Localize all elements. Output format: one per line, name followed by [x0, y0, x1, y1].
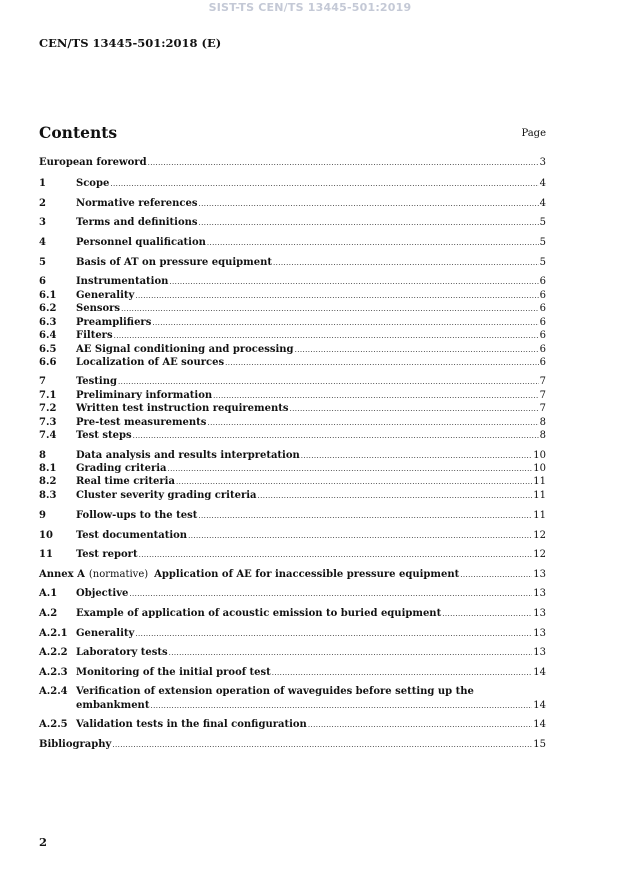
toc-entry-annex[interactable] [39, 568, 546, 581]
toc-page: 11 [533, 476, 546, 487]
toc-number: A.2.2 [39, 647, 68, 658]
toc-number: A.1 [39, 588, 58, 599]
toc-entry[interactable] [39, 529, 546, 542]
toc-number: 6.3 [39, 317, 57, 328]
toc-number: A.2.4 [39, 686, 68, 697]
toc-title: Test documentation [76, 530, 188, 541]
toc-entry[interactable] [39, 375, 546, 388]
toc-entry[interactable] [39, 289, 546, 302]
toc-title: Data analysis and results interpretation [76, 450, 300, 461]
toc-entry[interactable] [39, 449, 546, 462]
toc-number: 6 [39, 276, 46, 287]
toc-entry[interactable] [39, 718, 546, 731]
toc-title: Terms and definitions [76, 217, 198, 228]
toc-page: 13 [533, 628, 546, 639]
page-column-label: Page [521, 128, 546, 139]
toc-page: 14 [533, 700, 546, 711]
toc-number: 6.1 [39, 290, 57, 301]
toc-entry[interactable] [39, 356, 546, 369]
toc-title: Objective [76, 588, 129, 599]
toc-number: 8.2 [39, 476, 57, 487]
contents-title: Contents [39, 123, 118, 142]
toc-title: Bibliography [39, 739, 112, 750]
toc-number: 8 [39, 450, 46, 461]
toc-entry[interactable] [39, 548, 546, 561]
toc-entry[interactable] [39, 429, 546, 442]
toc-title: Real time criteria [76, 476, 175, 487]
toc-entry[interactable] [39, 627, 546, 640]
toc-entry[interactable] [39, 216, 546, 229]
toc-title: Normative references [76, 198, 198, 209]
toc-page: 15 [533, 739, 546, 750]
toc-page: 13 [533, 647, 546, 658]
toc-page: 10 [533, 463, 546, 474]
toc-entry[interactable] [39, 236, 546, 249]
toc-page: 6 [539, 290, 546, 301]
toc-page: 3 [539, 157, 546, 168]
toc-entry[interactable] [39, 275, 546, 288]
toc-annex-type: (normative) [88, 569, 149, 580]
toc-number: 10 [39, 530, 53, 541]
toc-annex-label: Annex A [39, 569, 85, 580]
toc-number: 6.4 [39, 330, 57, 341]
toc-number: 9 [39, 510, 46, 521]
toc-title: Follow-ups to the test [76, 510, 198, 521]
toc-page: 7 [539, 390, 546, 401]
toc-entry[interactable] [39, 389, 546, 402]
toc-entry[interactable] [39, 402, 546, 415]
toc-page: 12 [533, 549, 546, 560]
toc-number: 7.1 [39, 390, 57, 401]
toc-entry-multiline[interactable] [39, 685, 546, 698]
toc-number: A.2.3 [39, 667, 68, 678]
toc-title: Generality [76, 628, 135, 639]
toc-title: Instrumentation [76, 276, 169, 287]
toc-number: 8.3 [39, 490, 57, 501]
toc-title-continuation: embankment [76, 700, 150, 711]
toc-title: Testing [76, 376, 117, 387]
toc-page: 6 [539, 276, 546, 287]
toc-title: Preliminary information [76, 390, 213, 401]
toc-page: 7 [539, 403, 546, 414]
toc-title: Cluster severity grading criteria [76, 490, 257, 501]
toc-page: 12 [533, 530, 546, 541]
toc-number: 3 [39, 217, 46, 228]
toc-entry[interactable] [39, 646, 546, 659]
toc-title: Preamplifiers [76, 317, 152, 328]
toc-page: 8 [539, 430, 546, 441]
toc-page: 8 [539, 417, 546, 428]
toc-title: Generality [76, 290, 135, 301]
toc-title: Localization of AE sources [76, 357, 225, 368]
toc-entry-bibliography[interactable] [39, 738, 546, 751]
toc-title: Application of AE for inaccessible pressure equipment [154, 569, 460, 580]
toc-entry[interactable] [39, 316, 546, 329]
toc-page: 6 [539, 317, 546, 328]
toc-title: Laboratory tests [76, 647, 168, 658]
toc-title: Filters [76, 330, 113, 341]
toc-page: 6 [539, 330, 546, 341]
toc-title: Validation tests in the final configuration [76, 719, 307, 730]
toc-entry[interactable] [39, 666, 546, 679]
watermark: SIST-TS CEN/TS 13445-501:2019 [208, 1, 412, 14]
toc-page: 10 [533, 450, 546, 461]
toc-entry[interactable] [39, 197, 546, 210]
toc-number: 7.4 [39, 430, 57, 441]
toc-title: Pre-test measurements [76, 417, 207, 428]
document-header: CEN/TS 13445-501:2018 (E) [39, 36, 222, 50]
toc-title: Example of application of acoustic emission to buried equipment [76, 608, 442, 619]
toc-entry[interactable] [39, 416, 546, 429]
toc-page: 13 [533, 588, 546, 599]
toc-entry[interactable] [39, 462, 546, 475]
toc-number: A.2.1 [39, 628, 68, 639]
toc-page: 7 [539, 376, 546, 387]
toc-entry[interactable] [39, 177, 546, 190]
toc-number: 8.1 [39, 463, 57, 474]
toc-title: Scope [76, 178, 110, 189]
toc-title: Basis of AT on pressure equipment [76, 257, 272, 268]
toc-entry[interactable] [39, 343, 546, 356]
toc-page: 6 [539, 303, 546, 314]
toc-page: 6 [539, 357, 546, 368]
toc-entry[interactable] [39, 587, 546, 600]
toc-entry[interactable] [39, 607, 546, 620]
toc-title: European foreword [39, 157, 147, 168]
toc-page: 5 [539, 217, 546, 228]
toc-title: AE Signal conditioning and processing [76, 344, 294, 355]
toc-page: 5 [539, 237, 546, 248]
toc-number: 7.2 [39, 403, 57, 414]
toc-number: 4 [39, 237, 46, 248]
toc-page: 13 [533, 569, 546, 580]
toc-title: Written test instruction requirements [76, 403, 289, 414]
toc-number: A.2 [39, 608, 58, 619]
toc-entry-foreword[interactable] [39, 156, 546, 169]
footer-page-number: 2 [39, 835, 48, 849]
toc-page: 14 [533, 667, 546, 678]
toc-title: Sensors [76, 303, 121, 314]
toc-entry[interactable] [39, 475, 546, 488]
toc-number: 5 [39, 257, 46, 268]
toc-entry[interactable] [39, 256, 546, 269]
toc-page: 13 [533, 608, 546, 619]
toc-number: 6.6 [39, 357, 57, 368]
toc-number: 7 [39, 376, 46, 387]
toc-title: Verification of extension operation of waveguides before setting up the [76, 686, 474, 697]
toc-number: 6.5 [39, 344, 57, 355]
toc-number: 7.3 [39, 417, 57, 428]
toc-title: Monitoring of the initial proof test [76, 667, 271, 678]
toc-entry[interactable] [39, 329, 546, 342]
toc-number: 6.2 [39, 303, 57, 314]
toc-entry[interactable] [39, 302, 546, 315]
toc-title: Grading criteria [76, 463, 167, 474]
toc-title: Test report [76, 549, 138, 560]
toc-page: 6 [539, 344, 546, 355]
toc-entry-continuation[interactable] [39, 699, 546, 712]
toc-page: 5 [539, 257, 546, 268]
toc-page: 11 [533, 490, 546, 501]
toc-entry[interactable] [39, 489, 546, 502]
toc-entry[interactable] [39, 509, 546, 522]
toc-title: Personnel qualification [76, 237, 206, 248]
toc-page: 14 [533, 719, 546, 730]
toc-page: 4 [539, 198, 546, 209]
toc-title: Test steps [76, 430, 132, 441]
toc-number: A.2.5 [39, 719, 68, 730]
toc-number: 2 [39, 198, 46, 209]
toc-page: 11 [533, 510, 546, 521]
toc-number: 11 [39, 549, 53, 560]
toc-page: 4 [539, 178, 546, 189]
toc-number: 1 [39, 178, 46, 189]
